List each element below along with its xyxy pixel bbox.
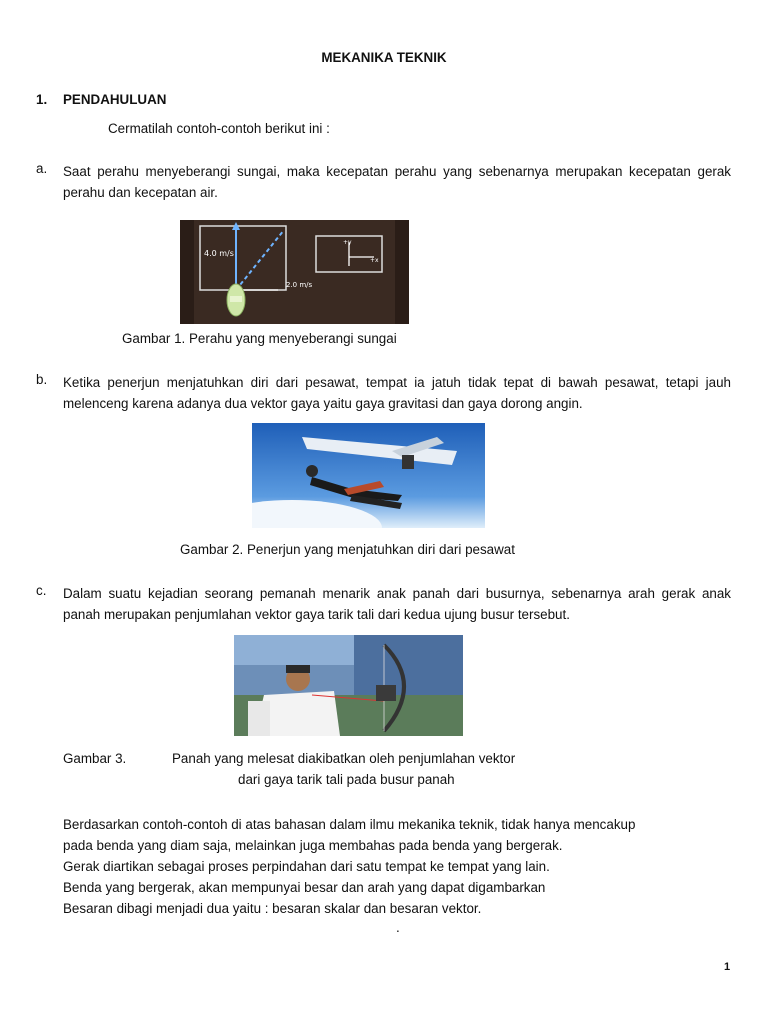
- page-number: 1: [724, 961, 731, 973]
- stray-dot: .: [396, 920, 400, 935]
- section-title: PENDAHULUAN: [63, 92, 167, 107]
- document-title: MEKANIKA TEKNIK: [321, 50, 447, 65]
- figure-1-caption: Gambar 1. Perahu yang menyeberangi sungai: [122, 331, 397, 346]
- body-line: Berdasarkan contoh-contoh di atas bahasan dalam ilmu mekanika teknik, tidak hanya mencakup: [63, 817, 636, 832]
- figure-3-caption-line-2: dari gaya tarik tali pada busur panah: [238, 772, 455, 787]
- body-line: Gerak diartikan sebagai proses perpindahan dari satu tempat ke tempat yang lain.: [63, 859, 550, 874]
- figure-1-boat-image: [180, 220, 409, 324]
- figure-3-archer-image: [234, 635, 463, 736]
- item-text-a: Saat perahu menyeberangi sungai, maka kecepatan perahu yang sebenarnya merupakan kecepatan gerak perahu dan kecepatan air.: [63, 164, 731, 200]
- item-marker-a: a.: [36, 161, 48, 176]
- intro-text: Cermatilah contoh-contoh berikut ini :: [108, 121, 330, 136]
- section-number: 1.: [36, 92, 48, 107]
- figure-1-label-v2: 2.0 m/s: [286, 281, 313, 289]
- item-marker-b: b.: [36, 372, 48, 387]
- body-line: pada benda yang diam saja, melainkan juga membahas pada benda yang bergerak.: [63, 838, 563, 853]
- item-text-c: Dalam suatu kejadian seorang pemanah menarik anak panah dari busurnya, sebenarnya arah gerak anak panah merupakan penjumlahan vektor gaya tarik tali dari kedua ujung busur tersebut.: [63, 586, 731, 622]
- item-text-b: Ketika penerjun menjatuhkan diri dari pesawat, tempat ia jatuh tidak tepat di bawah pesawat, tetapi jauh melenceng karena adanya dua vektor gaya yaitu gaya gravitasi dan gaya dorong angin.: [63, 375, 731, 411]
- figure-2-skydiver-image: [252, 423, 485, 528]
- item-marker-c: c.: [36, 583, 47, 598]
- figure-1-label-y: +y: [343, 239, 352, 246]
- body-line: Besaran dibagi menjadi dua yaitu : besaran skalar dan besaran vektor.: [63, 901, 482, 916]
- figure-3-caption-line-1: Panah yang melesat diakibatkan oleh penjumlahan vektor: [172, 751, 516, 766]
- body-line: Benda yang bergerak, akan mempunyai besar dan arah yang dapat digambarkan: [63, 880, 546, 895]
- figure-1-label-v1: 4.0 m/s: [204, 249, 234, 258]
- figure-2-caption: Gambar 2. Penerjun yang menjatuhkan diri dari pesawat: [180, 542, 515, 557]
- figure-3-caption-label: Gambar 3.: [63, 751, 127, 766]
- figure-1-label-x: +x: [370, 257, 379, 264]
